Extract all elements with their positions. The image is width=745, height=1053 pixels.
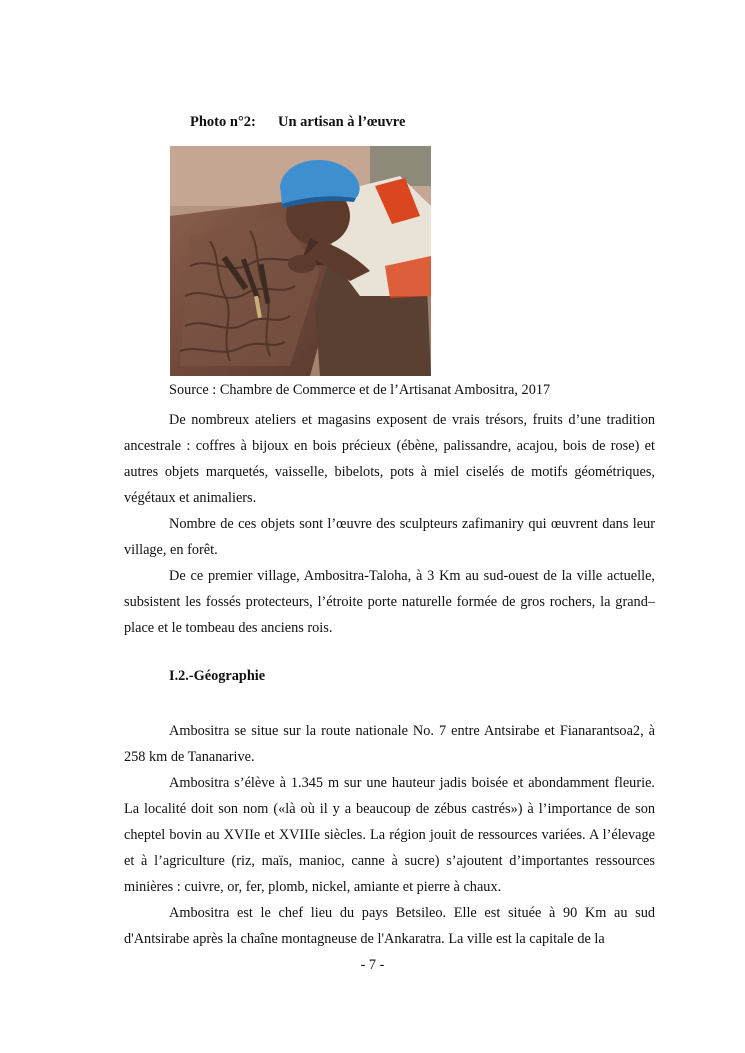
paragraph: Nombre de ces objets sont l’œuvre des sculpteurs zafimaniry qui œuvrent dans leur village, en forêt. [124, 516, 655, 558]
paragraph: Ambositra s’élève à 1.345 m sur une hauteur jadis boisée et abondamment fleurie. La localité doit son nom («là où il y a beaucoup de zébus castrés») à l’importance de son cheptel bovin au XVIIe et XVIIIe siècles. La région jouit de ressources variées. A l’élevage et à l’agriculture (riz, maïs, manioc, canne à sucre) s’ajoutent d’importantes ressources minières : cuivre, or, fer, plomb, nickel, amiante et pierre à chaux. [124, 775, 655, 895]
body-text-top [124, 407, 655, 641]
paragraph: Ambositra est le chef lieu du pays Betsileo. Elle est située à 90 Km au sud d'Antsirabe après la chaîne montagneuse de l'Ankaratra. La ville est la capitale de la [124, 905, 655, 947]
photo-caption-number: Photo n°2: [190, 114, 256, 130]
page-number: - 7 - [360, 957, 385, 973]
photo-source: Source : Chambre de Commerce et de l’Artisanat Ambositra, 2017 [169, 382, 551, 398]
paragraph: De ce premier village, Ambositra-Taloha, à 3 Km au sud-ouest de la ville actuelle, subsistent les fossés protecteurs, l’étroite porte naturelle formée de gros rochers, la grand–place et le tombeau des anciens rois. [124, 568, 655, 636]
section-heading: I.2.-Géographie [169, 668, 266, 684]
body-text-bottom [124, 718, 655, 952]
photo-caption-title: Un artisan à l’œuvre [278, 114, 406, 130]
photo-caption [190, 114, 405, 131]
paragraph: Ambositra se situe sur la route nationale No. 7 entre Antsirabe et Fianarantsoa2, à 258 km de Tananarive. [124, 723, 655, 765]
artisan-carving-image [170, 146, 431, 376]
paragraph: De nombreux ateliers et magasins exposent de vrais trésors, fruits d’une tradition ancestrale : coffres à bijoux en bois précieux (ébène, palissandre, acajou, bois de rose) et autres objets marquetés, vaisselle, bibelots, pots à miel ciselés de motifs géométriques, végétaux et animaliers. [124, 412, 655, 506]
artisan-photo [170, 146, 431, 376]
